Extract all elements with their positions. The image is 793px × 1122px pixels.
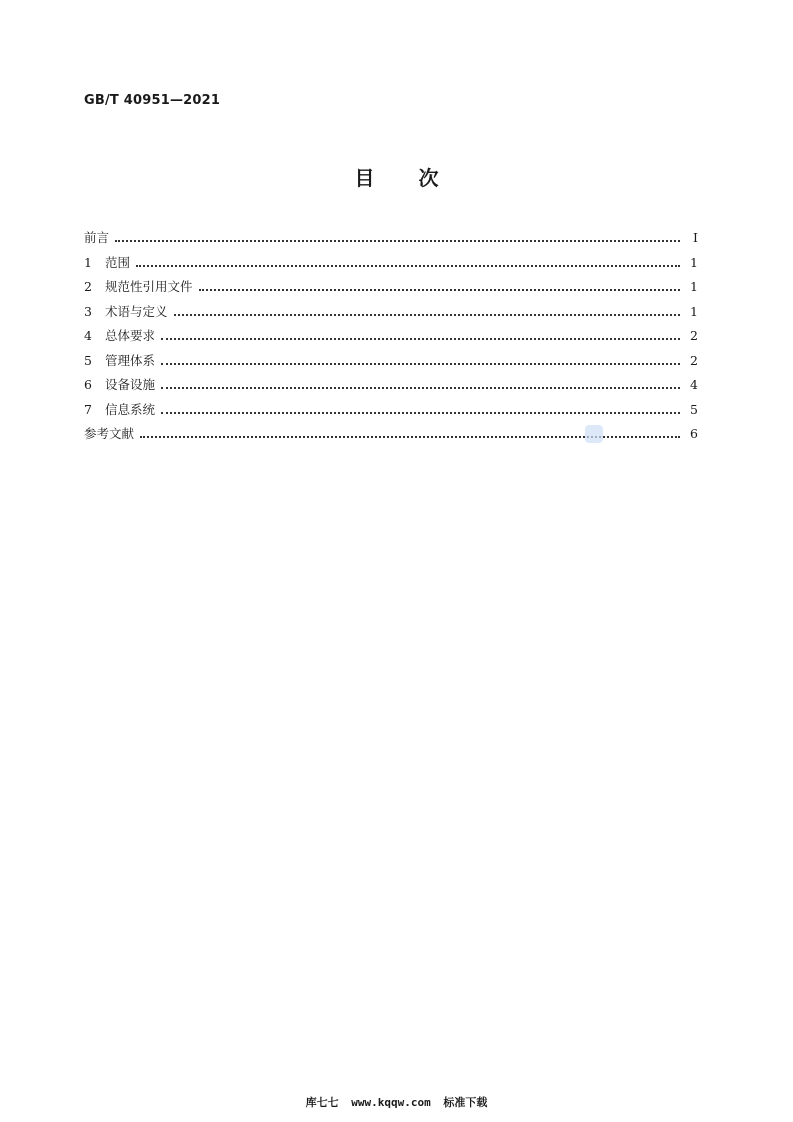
toc-label: 范围 (105, 254, 131, 270)
toc-entry-terms-definitions[interactable] (84, 302, 698, 327)
toc-number: 3 (84, 303, 92, 319)
toc-label: 信息系统 (105, 401, 156, 417)
toc-number: 5 (84, 352, 92, 368)
toc-entry-equipment-facilities[interactable] (84, 375, 698, 400)
toc-page: 1 (690, 279, 698, 294)
toc-page: 1 (690, 303, 698, 319)
table-of-contents (84, 228, 698, 449)
toc-leader (161, 363, 680, 365)
toc-leader (115, 240, 680, 242)
toc-leader (161, 412, 680, 414)
toc-leader (199, 289, 680, 291)
toc-number: 4 (84, 328, 92, 343)
toc-label: 规范性引用文件 (105, 279, 193, 294)
toc-label: 设备设施 (105, 377, 156, 392)
toc-label: 术语与定义 (105, 303, 168, 319)
toc-entry-scope[interactable] (84, 253, 698, 278)
toc-page: 2 (690, 328, 698, 343)
standard-code: GB/T 40951—2021 (84, 93, 221, 108)
toc-entry-information-system[interactable] (84, 400, 698, 425)
toc-page: 4 (690, 377, 698, 392)
toc-page: 2 (690, 352, 698, 368)
toc-page: 1 (690, 254, 698, 270)
toc-label: 参考文献 (84, 426, 135, 441)
toc-leader (161, 387, 680, 389)
toc-leader (136, 265, 680, 267)
watermark-mark (585, 425, 603, 443)
toc-number: 2 (84, 279, 92, 294)
title-char-1: 目 (354, 166, 375, 190)
footer-url[interactable]: www.kqqw.com (351, 1096, 431, 1109)
toc-entry-management-system[interactable] (84, 351, 698, 376)
toc-leader (161, 338, 680, 340)
toc-label: 总体要求 (105, 328, 156, 343)
title-char-2: 次 (418, 166, 439, 190)
toc-label: 前言 (84, 230, 110, 245)
toc-entry-bibliography[interactable] (84, 424, 698, 449)
toc-number: 1 (84, 254, 92, 270)
toc-page: 5 (690, 401, 698, 417)
toc-entry-foreword[interactable] (84, 228, 698, 253)
toc-page: 6 (690, 426, 698, 441)
toc-entry-general-requirements[interactable] (84, 326, 698, 351)
toc-number: 7 (84, 401, 92, 417)
footer (0, 1094, 793, 1110)
toc-leader (174, 314, 680, 316)
toc-entry-normative-references[interactable] (84, 277, 698, 302)
footer-tagline: 标准下载 (443, 1096, 488, 1109)
footer-site-name: 库七七 (305, 1096, 339, 1109)
toc-number: 6 (84, 377, 92, 392)
toc-page: I (693, 230, 698, 245)
page-title (0, 162, 793, 191)
toc-label: 管理体系 (105, 352, 156, 368)
